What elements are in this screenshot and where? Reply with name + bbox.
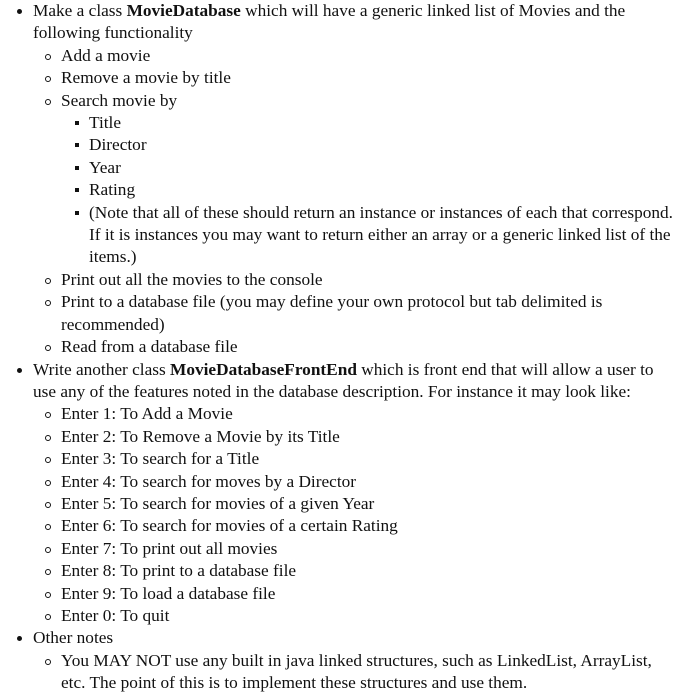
bullet-marker	[45, 524, 51, 530]
list-item: Enter 2: To Remove a Movie by its Title	[33, 426, 680, 448]
list-item: Title	[61, 112, 680, 134]
list-item: Enter 3: To search for a Title	[33, 448, 680, 470]
list-item: Enter 4: To search for moves by a Director	[33, 471, 680, 493]
list-item: Enter 7: To print out all movies	[33, 538, 680, 560]
bullet-marker	[45, 412, 51, 418]
list-item: Remove a movie by title	[33, 67, 680, 89]
bullet-marker	[45, 54, 51, 60]
bullet-marker	[45, 592, 51, 598]
list-item: Enter 1: To Add a Movie	[33, 403, 680, 425]
menu-options-list	[33, 403, 680, 627]
bullet-marker	[75, 188, 79, 192]
bullet-marker	[45, 99, 51, 105]
bullet-marker	[45, 614, 51, 620]
list-item: You MAY NOT use any built in java linked structures, such as LinkedList, ArrayList, etc. The point of this is to implement these structures and use them.	[33, 650, 680, 695]
requirement-front-end	[0, 359, 680, 628]
bullet-marker	[45, 659, 51, 665]
class-name-moviedatabase: MovieDatabase	[126, 1, 241, 20]
requirement-text: Write another class MovieDatabaseFrontEnd which is front end that will allow a user to use any of the features noted in the database description. For instance it may look like:	[33, 359, 654, 401]
list-item: Director	[61, 134, 680, 156]
bullet-marker	[17, 9, 22, 14]
bullet-marker	[45, 278, 51, 284]
bullet-marker	[45, 300, 51, 306]
list-item: Year	[61, 157, 680, 179]
bullet-marker	[45, 457, 51, 463]
list-item: Add a movie	[33, 45, 680, 67]
requirement-text: Other notes	[33, 628, 114, 648]
list-item: Enter 6: To search for movies of a certain Rating	[33, 515, 680, 537]
list-item: Enter 5: To search for movies of a given Year	[33, 493, 680, 515]
list-item: Enter 0: To quit	[33, 605, 680, 627]
bullet-marker	[45, 502, 51, 508]
list-item: Enter 9: To load a database file	[33, 583, 680, 605]
class-name-moviedatabasefrontend: MovieDatabaseFrontEnd	[170, 359, 357, 379]
bullet-marker	[75, 166, 79, 170]
list-item: Read from a database file	[33, 336, 680, 358]
list-item: Enter 8: To print to a database file	[33, 560, 680, 582]
bullet-marker	[45, 569, 51, 575]
list-item: Print out all the movies to the console	[33, 269, 680, 291]
list-item: (Note that all of these should return an instance or instances of each that correspond. If it is instances you may want to return either an array or a generic linked list of the items.)	[61, 202, 680, 269]
bullet-marker	[45, 76, 51, 82]
notes-list	[33, 650, 680, 695]
bullet-marker	[75, 211, 79, 215]
bullet-marker	[45, 345, 51, 351]
bullet-marker	[45, 480, 51, 486]
bullet-marker	[17, 368, 22, 373]
functionality-list	[33, 45, 680, 359]
bullet-marker	[75, 121, 79, 125]
bullet-marker	[45, 435, 51, 441]
list-item: Search movie by Title Director Year Rating (Note that all of these should return an instance or instances of each that correspond. If it is instances you may want to return either an array or a generic linked list of the items.)	[33, 90, 680, 269]
search-by-list	[61, 112, 680, 269]
list-item: Print to a database file (you may define your own protocol but tab delimited is recommended)	[33, 291, 680, 336]
requirement-other-notes	[0, 627, 680, 694]
list-item: Rating	[61, 179, 680, 201]
requirement-text: Make a class MovieDatabase which will have a generic linked list of Movies and the following functionality	[33, 1, 626, 43]
bullet-marker	[45, 547, 51, 553]
bullet-marker	[17, 636, 22, 641]
bullet-marker	[75, 143, 79, 147]
